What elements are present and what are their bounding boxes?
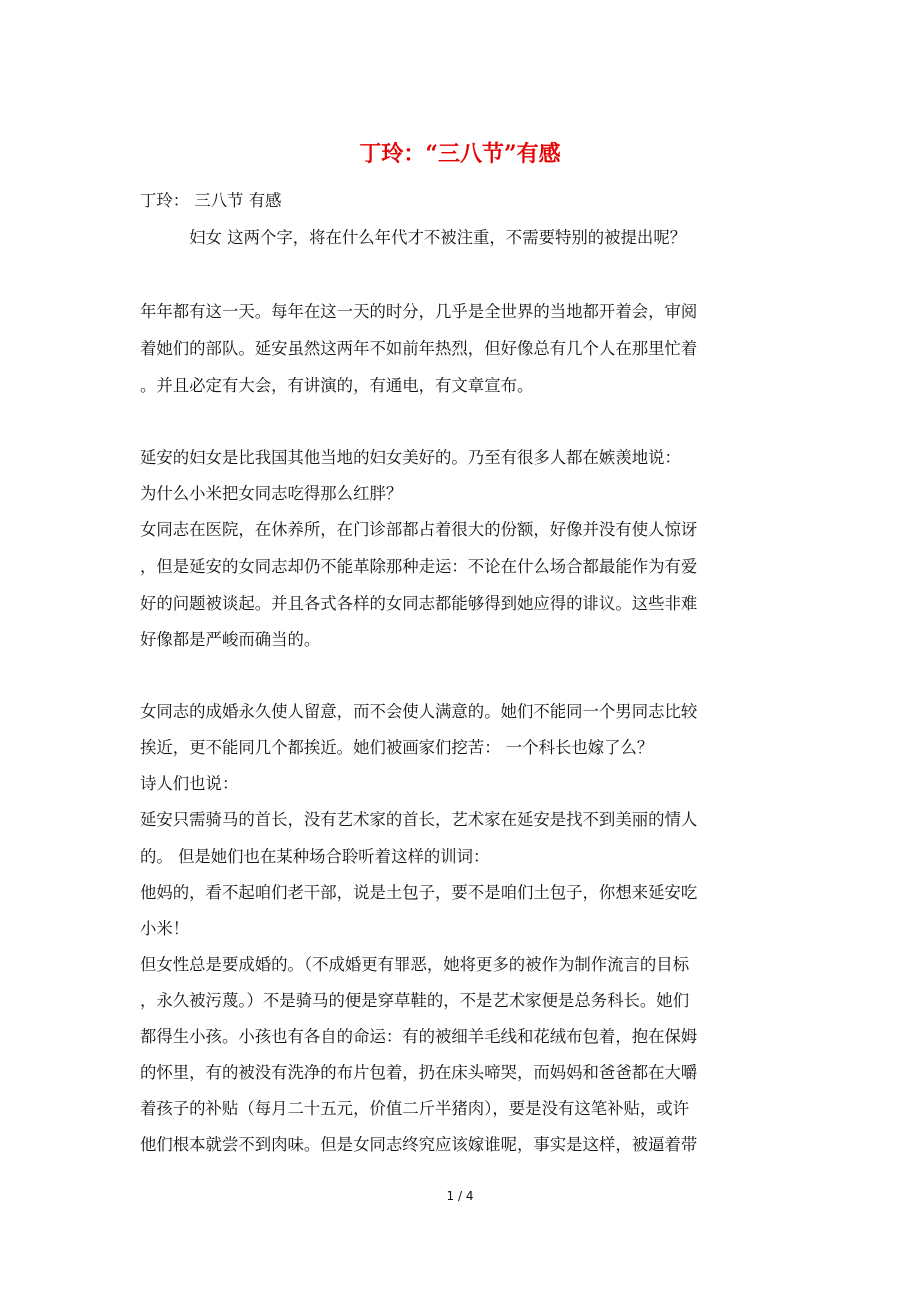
body-line-6: 为什么小米把女同志吃得那么红胖？ xyxy=(140,484,403,503)
body-line-3: 着她们的部队。延安虽然这两年不如前年热烈，但好像总有几个人在那里忙着 xyxy=(140,339,698,358)
body-line-17: 小米！ xyxy=(140,919,190,938)
body-line-22: 着孩子的补贴（每月二十五元，价值二斤半猪肉），要是没有这笔补贴，或许 xyxy=(140,1099,690,1118)
body-line-16: 他妈的，看不起咱们老干部，说是土包子，要不是咱们土包子，你想来延安吃 xyxy=(140,883,698,902)
body-line-19: ，永久被污蔑。）不是骑马的便是穿草鞋的，不是艺术家便是总务科长。她们 xyxy=(140,991,690,1010)
body-line-10: 好像都是严峻而确当的。 xyxy=(140,630,321,649)
body-line-8: ，但是延安的女同志却仍不能革除那种走运：不论在什么场合都最能作为有爱 xyxy=(140,557,698,576)
body-line-18: 但女性总是要成婚的。（不成婚更有罪恶，她将更多的被作为制作流言的目标 xyxy=(140,955,690,974)
body-line-2: 年年都有这一天。每年在这一天的时分，几乎是全世界的当地都开着会，审阅 xyxy=(140,302,698,321)
body-line-13: 诗人们也说： xyxy=(140,774,239,793)
body-line-20: 都得生小孩。小孩也有各自的命运：有的被细羊毛线和花绒布包着，抱在保姆 xyxy=(140,1027,698,1046)
body-line-5: 延安的妇女是比我国其他当地的妇女美好的。乃至有很多人都在嫉羡地说： xyxy=(140,448,681,467)
body-line-21: 的怀里，有的被没有洗净的布片包着，扔在床头啼哭，而妈妈和爸爸都在大嚼 xyxy=(140,1063,698,1082)
body-line-9: 好的问题被谈起。并且各式各样的女同志都能够得到她应得的诽议。这些非难 xyxy=(140,594,698,613)
author-line: 丁玲： 三八节 有感 xyxy=(140,191,282,210)
body-line-12: 挨近，更不能同几个都挨近。她们被画家们挖苦： 一个科长也嫁了么？ xyxy=(140,738,654,757)
body-line-4: 。并且必定有大会，有讲演的，有通电，有文章宣布。 xyxy=(140,376,534,395)
body-line-15: 的。 但是她们也在某种场合聆听着这样的训词： xyxy=(140,847,490,866)
body-line-1: 妇女 这两个字，将在什么年代才不被注重，不需要特别的被提出呢？ xyxy=(140,228,687,247)
body-line-11: 女同志的成婚永久使人留意，而不会使人满意的。她们不能同一个男同志比较 xyxy=(140,702,698,721)
document-title: 丁玲：“三八节”有感 xyxy=(359,141,561,167)
page-number: 1 / 4 xyxy=(446,1189,474,1203)
body-line-23: 他们根本就尝不到肉味。但是女同志终究应该嫁谁呢，事实是这样，被逼着带 xyxy=(140,1135,698,1154)
body-line-7: 女同志在医院，在休养所，在门诊部都占着很大的份额，好像并没有使人惊讶 xyxy=(140,520,698,539)
body-line-14: 延安只需骑马的首长，没有艺术家的首长，艺术家在延安是找不到美丽的情人 xyxy=(140,810,698,829)
